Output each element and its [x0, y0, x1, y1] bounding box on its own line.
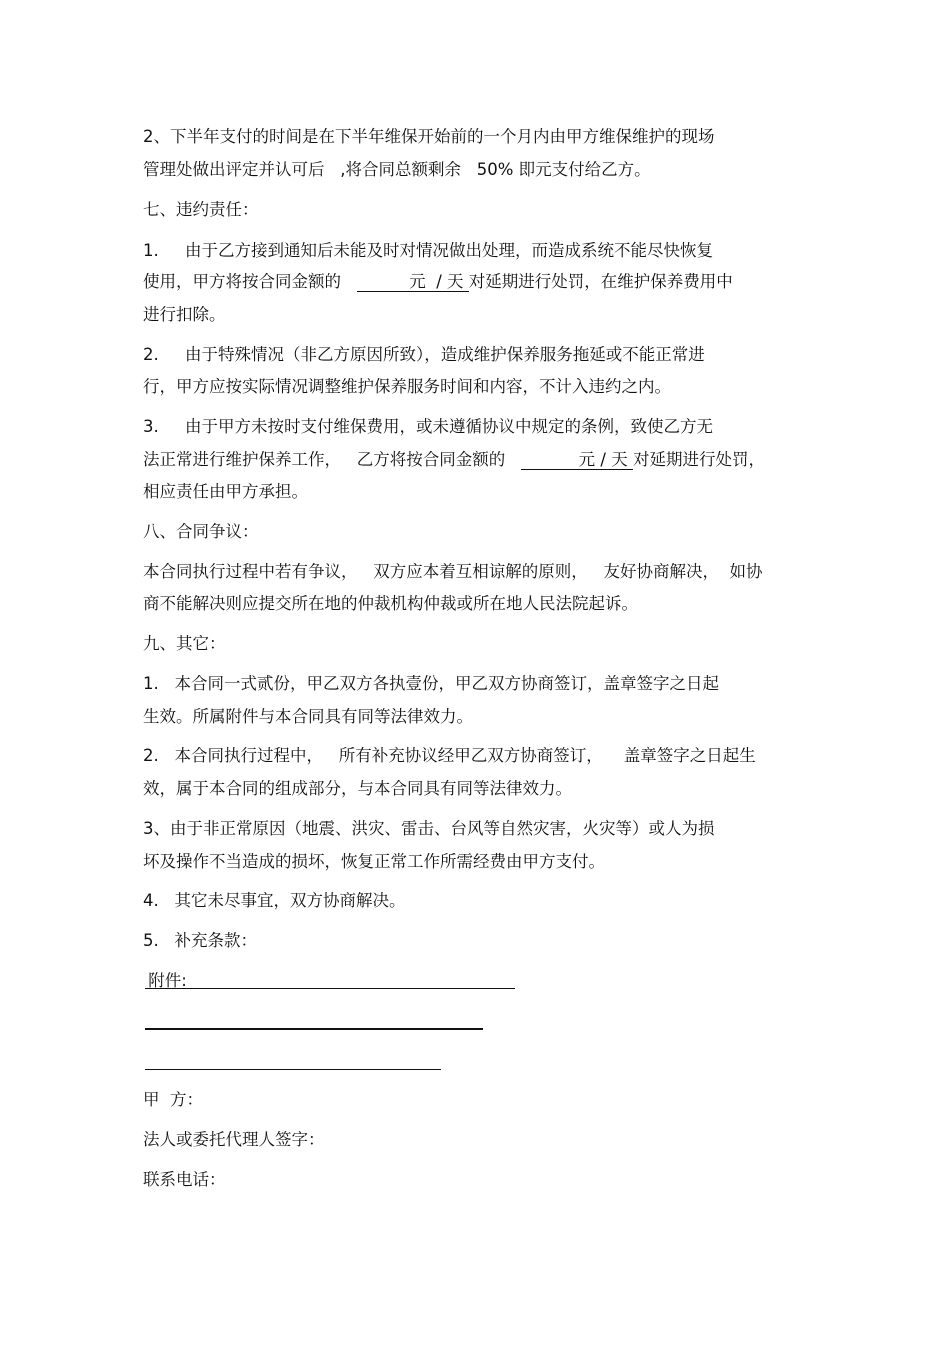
contact-phone-label: 联系电话：: [143, 1170, 226, 1189]
breach-item-3-line: 3. 由于甲方未按时支付维保费用，或未遵循协议中规定的条例，致使乙方无: [143, 417, 713, 436]
other-item-5-supplementary: 5. 补充条款：: [143, 931, 257, 950]
other-item-2-line: 2. 本合同执行过程中， 所有补充协议经甲乙双方协商签订， 盖章签字之日起生: [143, 746, 756, 765]
breach-item-3-line: 相应责任由甲方承担。: [143, 482, 308, 501]
breach-item-2-line: 2. 由于特殊情况（非乙方原因所致），造成维护保养服务拖延或不能正常进: [143, 345, 705, 364]
other-item-1-line: 生效。所属附件与本合同具有同等法律效力。: [143, 707, 473, 726]
attachment-blank-rule: [145, 988, 515, 989]
breach-item-2-line: 行，甲方应按实际情况调整维护保养服务时间和内容，不计入违约之内。: [143, 377, 671, 396]
legal-rep-signature-label: 法人或委托代理人签字：: [143, 1130, 325, 1149]
section-heading-dispute: 八、合同争议：: [143, 522, 259, 541]
section-heading-other: 九、其它：: [143, 634, 226, 653]
breach-item-1-line: 进行扣除。: [143, 305, 226, 324]
penalty-rate-blank: 元 / 天: [356, 272, 469, 291]
breach-item-3-text: 对延期进行处罚，: [632, 450, 765, 469]
breach-item-1-line: 1. 由于乙方接到通知后未能及时对情况做出处理，而造成系统不能尽快恢复: [143, 241, 713, 260]
attachment-blank-rule: [145, 1069, 441, 1070]
attachment-label: 附件:: [143, 971, 193, 990]
breach-item-1-text: 对延期进行处罚，在维护保养费用中: [468, 272, 733, 291]
penalty-rate-blank: 元 / 天: [520, 450, 633, 469]
section-heading-breach: 七、违约责任：: [143, 200, 259, 219]
dispute-paragraph-line: 本合同执行过程中若有争议， 双方应本着互相谅解的原则， 友好协商解决， 如协: [143, 562, 763, 581]
other-item-4: 4. 其它未尽事宜，双方协商解决。: [143, 891, 406, 910]
party-a-label: 甲 方：: [143, 1090, 203, 1109]
other-item-3-line: 3、由于非正常原因（地震、洪灾、雷击、台风等自然灾害，火灾等）或人为损: [143, 819, 715, 838]
dispute-paragraph-line: 商不能解决则应提交所在地的仲裁机构仲裁或所在地人民法院起诉。: [143, 594, 638, 613]
attachment-blank-rule: [145, 1028, 483, 1030]
other-item-1-line: 1. 本合同一式贰份，甲乙双方各执壹份，甲乙双方协商签订，盖章签字之日起: [143, 674, 719, 693]
breach-item-3-text: 法正常进行维护保养工作， 乙方将按合同金额的: [143, 450, 521, 469]
breach-item-1-text: 使用，甲方将按合同金额的: [143, 272, 357, 291]
breach-item-1-line: [143, 271, 733, 293]
payment-clause-line: 管理处做出评定并认可后 ,将合同总额剩余 50% 即元支付给乙方。: [143, 160, 651, 179]
other-item-3-line: 坏及操作不当造成的损坏，恢复正常工作所需经费由甲方支付。: [143, 852, 605, 871]
other-item-2-line: 效，属于本合同的组成部分，与本合同具有同等法律效力。: [143, 779, 572, 798]
payment-clause-line: 2、下半年支付的时间是在下半年维保开始前的一个月内由甲方维保维护的现场: [143, 127, 715, 146]
breach-item-3-line: [143, 449, 765, 471]
